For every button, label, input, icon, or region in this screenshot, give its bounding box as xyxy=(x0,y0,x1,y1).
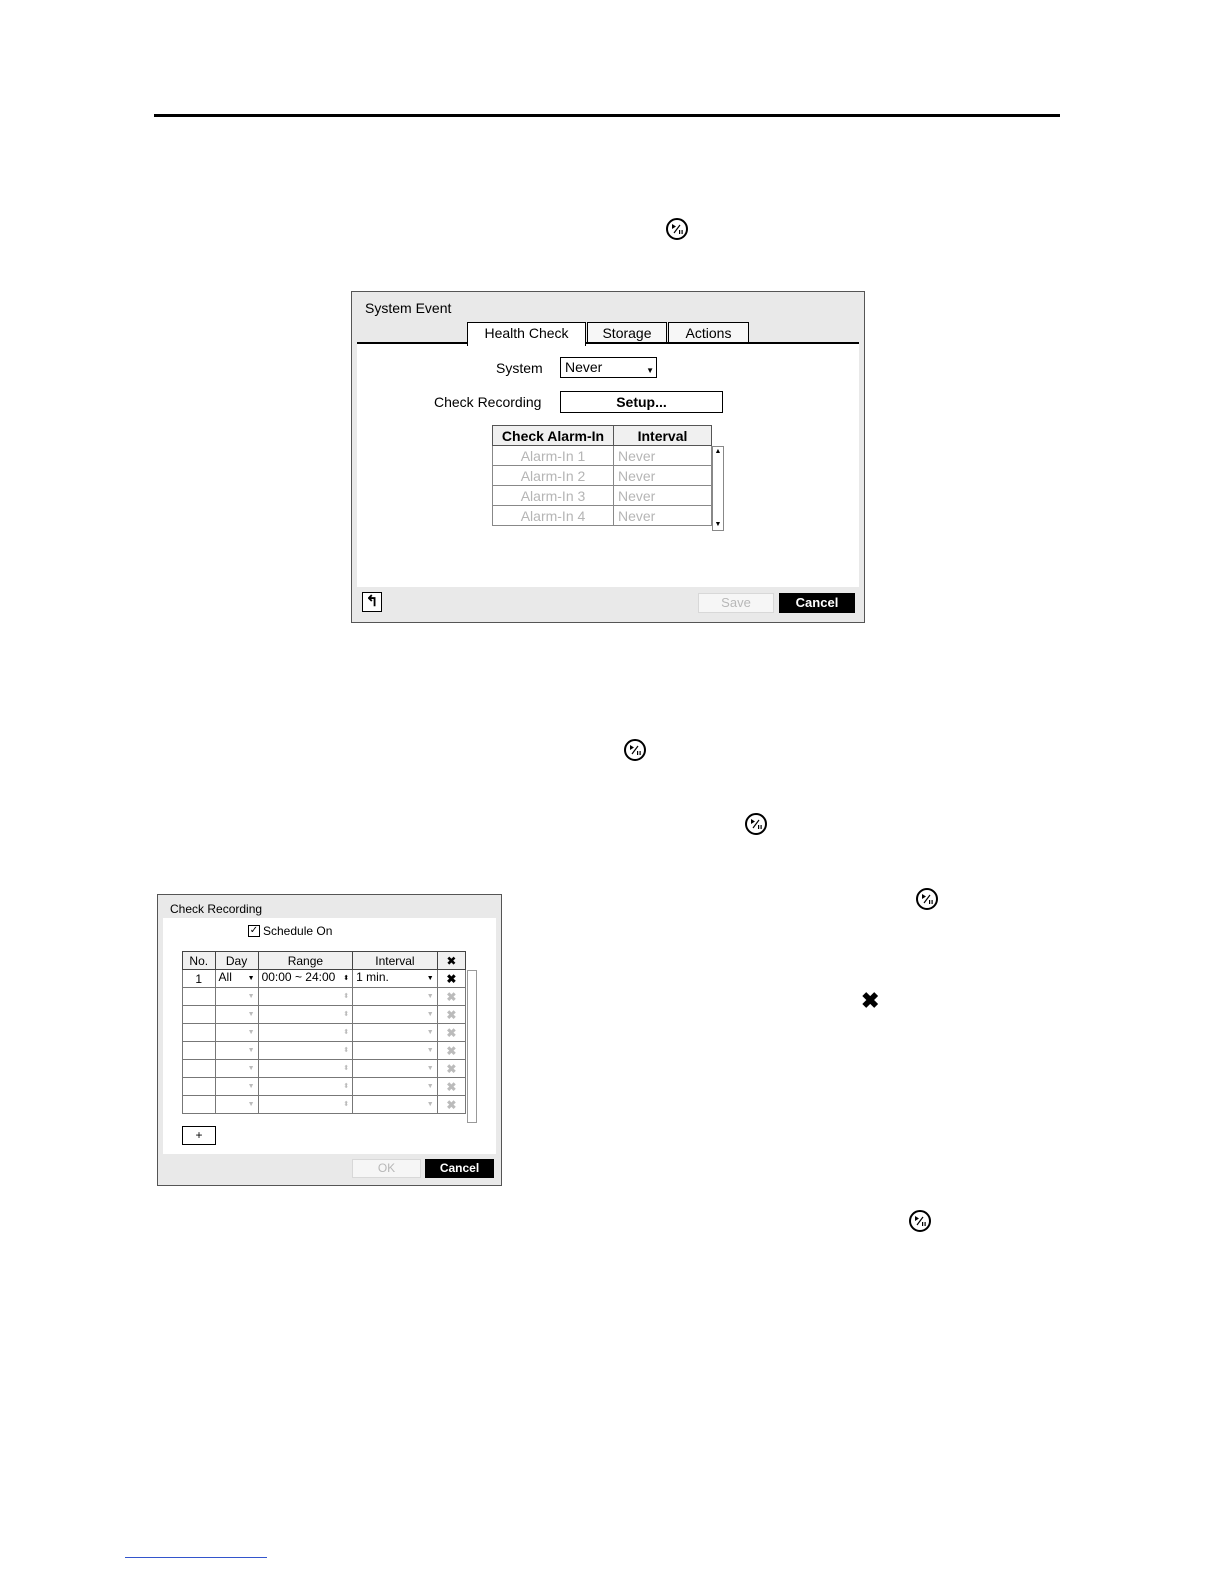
alarm-in-cell[interactable]: Alarm-In 1 xyxy=(493,446,614,466)
col-check-alarm-in: Check Alarm-In xyxy=(493,426,614,446)
tab-health-check[interactable]: Health Check xyxy=(467,322,586,346)
table-row xyxy=(183,988,466,1006)
add-row-button[interactable]: + xyxy=(182,1126,216,1145)
row-interval[interactable] xyxy=(353,1060,438,1078)
tab-underline xyxy=(357,342,859,344)
chevron-down-icon: ▼ xyxy=(247,993,255,1000)
cancel-button[interactable]: Cancel xyxy=(779,593,855,613)
interval-cell[interactable]: Never xyxy=(614,446,712,466)
tab-storage[interactable]: Storage xyxy=(587,322,667,344)
table-row xyxy=(183,1006,466,1024)
row-range[interactable] xyxy=(258,970,353,988)
chevron-down-icon: ▼ xyxy=(426,1011,434,1018)
play-pause-icon xyxy=(916,888,938,910)
spinner-icon: ⬍ xyxy=(343,1029,350,1036)
interval-cell[interactable]: Never xyxy=(614,506,712,526)
row-interval[interactable] xyxy=(353,970,438,988)
scroll-down-icon[interactable]: ▼ xyxy=(714,521,722,528)
row-day[interactable] xyxy=(215,1006,258,1024)
row-day[interactable] xyxy=(215,1060,258,1078)
row-no xyxy=(183,988,216,1006)
row-range[interactable] xyxy=(258,1078,353,1096)
delete-row-icon[interactable]: ✖ xyxy=(437,1042,465,1060)
chevron-down-icon: ▼ xyxy=(247,975,255,982)
col-range: Range xyxy=(258,952,353,970)
row-interval[interactable] xyxy=(353,1078,438,1096)
spinner-icon: ⬍ xyxy=(343,1083,350,1090)
spinner-icon: ⬍ xyxy=(343,1011,350,1018)
alarm-in-cell[interactable]: Alarm-In 4 xyxy=(493,506,614,526)
row-range[interactable] xyxy=(258,1096,353,1114)
cancel-button[interactable]: Cancel xyxy=(425,1159,494,1178)
table-row xyxy=(183,1042,466,1060)
delete-x-icon: ✖ xyxy=(861,988,880,1013)
save-button[interactable]: Save xyxy=(698,593,774,613)
row-no xyxy=(183,1024,216,1042)
row-range[interactable] xyxy=(258,988,353,1006)
chevron-down-icon: ▼ xyxy=(646,366,654,375)
chevron-down-icon: ▼ xyxy=(247,1065,255,1072)
alarm-in-cell[interactable]: Alarm-In 3 xyxy=(493,486,614,506)
alarm-in-table xyxy=(492,425,712,526)
row-day[interactable] xyxy=(215,1024,258,1042)
row-day[interactable] xyxy=(215,970,258,988)
chevron-down-icon: ▼ xyxy=(247,1083,255,1090)
row-range-value: 00:00 ~ 24:00 xyxy=(261,970,336,984)
table-row xyxy=(183,1096,466,1114)
col-interval: Interval xyxy=(353,952,438,970)
chevron-down-icon: ▼ xyxy=(426,1101,434,1108)
row-no xyxy=(183,1060,216,1078)
schedule-on-label: Schedule On xyxy=(263,924,333,938)
scroll-up-icon[interactable]: ▲ xyxy=(714,448,722,455)
delete-row-icon[interactable]: ✖ xyxy=(437,1078,465,1096)
system-select[interactable] xyxy=(560,357,657,378)
row-day-value: All xyxy=(218,970,232,984)
table-row xyxy=(183,1024,466,1042)
interval-cell[interactable]: Never xyxy=(614,486,712,506)
chevron-down-icon: ▼ xyxy=(247,1011,255,1018)
interval-cell[interactable]: Never xyxy=(614,466,712,486)
setup-button[interactable]: Setup... xyxy=(560,391,723,413)
row-interval[interactable] xyxy=(353,988,438,1006)
chevron-down-icon: ▼ xyxy=(247,1029,255,1036)
col-interval: Interval xyxy=(614,426,712,446)
delete-row-icon[interactable]: ✖ xyxy=(437,1096,465,1114)
back-arrow-icon[interactable]: ↰ xyxy=(362,592,382,612)
row-no xyxy=(183,1078,216,1096)
row-no xyxy=(183,1096,216,1114)
alarm-in-cell[interactable]: Alarm-In 2 xyxy=(493,466,614,486)
chevron-down-icon: ▼ xyxy=(426,1029,434,1036)
system-select-value: Never xyxy=(565,359,603,375)
chevron-down-icon: ▼ xyxy=(247,1101,255,1108)
dialog-title: Check Recording xyxy=(170,902,263,916)
tab-actions[interactable]: Actions xyxy=(668,322,749,344)
spinner-icon: ⬍ xyxy=(343,1101,350,1108)
play-pause-icon xyxy=(745,813,767,835)
table-row xyxy=(183,1078,466,1096)
play-pause-icon xyxy=(624,739,646,761)
spinner-icon: ⬍ xyxy=(343,1047,350,1054)
spinner-icon: ⬍ xyxy=(343,975,350,982)
chevron-down-icon: ▼ xyxy=(426,993,434,1000)
active-tab-gap xyxy=(468,342,585,344)
row-day[interactable] xyxy=(215,1042,258,1060)
row-interval[interactable] xyxy=(353,1024,438,1042)
schedule-on-checkbox[interactable]: ✓ xyxy=(249,925,259,936)
chevron-down-icon: ▼ xyxy=(426,1083,434,1090)
table-row xyxy=(183,1060,466,1078)
dialog-title: System Event xyxy=(365,300,452,316)
row-range[interactable] xyxy=(258,1024,353,1042)
table-row xyxy=(493,506,712,526)
delete-row-icon[interactable]: ✖ xyxy=(437,1060,465,1078)
ok-button[interactable]: OK xyxy=(352,1159,421,1178)
play-pause-icon xyxy=(666,218,688,240)
row-range[interactable] xyxy=(258,1042,353,1060)
row-interval-value: 1 min. xyxy=(356,970,389,984)
delete-all-icon[interactable]: ✖ xyxy=(437,952,465,970)
row-day[interactable] xyxy=(215,1078,258,1096)
row-range[interactable] xyxy=(258,1006,353,1024)
row-interval[interactable] xyxy=(353,1096,438,1114)
table-row xyxy=(183,970,466,988)
row-no xyxy=(183,1042,216,1060)
delete-row-icon[interactable]: ✖ xyxy=(437,988,465,1006)
row-interval[interactable] xyxy=(353,1042,438,1060)
footer-link-underline xyxy=(125,1557,267,1558)
top-rule xyxy=(154,114,1060,117)
col-day: Day xyxy=(215,952,258,970)
chevron-down-icon: ▼ xyxy=(426,1065,434,1072)
col-no: No. xyxy=(183,952,216,970)
play-pause-icon xyxy=(909,1210,931,1232)
row-range[interactable] xyxy=(258,1060,353,1078)
table-scrollbar[interactable] xyxy=(467,970,477,1123)
delete-row-icon[interactable]: ✖ xyxy=(437,1006,465,1024)
row-no xyxy=(183,1006,216,1024)
spinner-icon: ⬍ xyxy=(343,993,350,1000)
chevron-down-icon: ▼ xyxy=(426,1047,434,1054)
table-row xyxy=(493,466,712,486)
table-row xyxy=(493,446,712,466)
chevron-down-icon: ▼ xyxy=(247,1047,255,1054)
check-recording-label: Check Recording xyxy=(434,394,542,410)
schedule-table xyxy=(182,951,466,1114)
row-no: 1 xyxy=(183,970,216,988)
chevron-down-icon: ▼ xyxy=(426,975,434,982)
table-scrollbar[interactable] xyxy=(712,446,724,531)
system-label: System xyxy=(496,360,543,376)
row-day[interactable] xyxy=(215,988,258,1006)
row-day[interactable] xyxy=(215,1096,258,1114)
spinner-icon: ⬍ xyxy=(343,1065,350,1072)
table-row xyxy=(493,486,712,506)
delete-row-icon[interactable]: ✖ xyxy=(437,1024,465,1042)
delete-row-icon[interactable]: ✖ xyxy=(437,970,465,988)
row-interval[interactable] xyxy=(353,1006,438,1024)
